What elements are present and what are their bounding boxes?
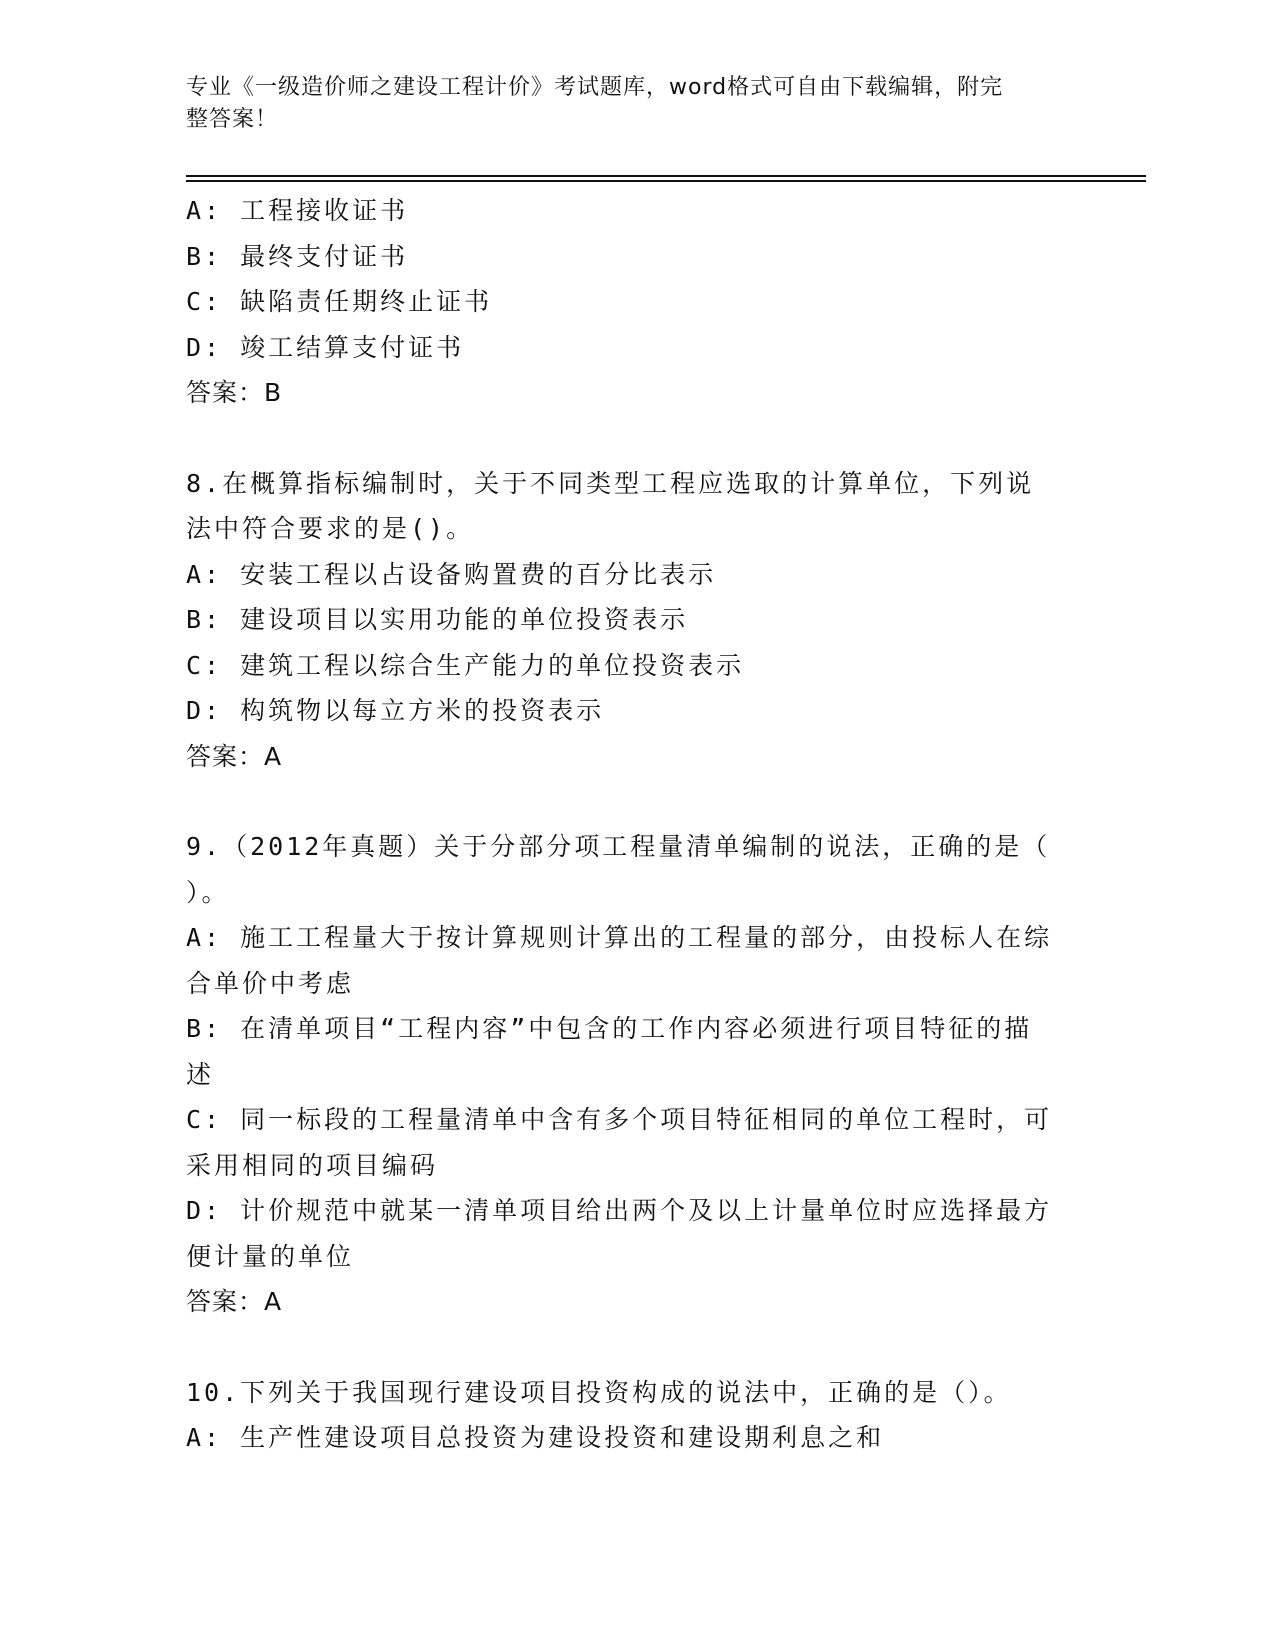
q9-answer: 答案：A	[186, 1287, 283, 1316]
q7-option-d: D: 竣工结算支付证书	[186, 332, 465, 362]
q10-option-a: A: 生产性建设项目总投资为建设投资和建设期利息之和	[186, 1423, 885, 1452]
header-rule-bottom	[186, 180, 1146, 182]
q8-option-a: A: 安装工程以占设备购置费的百分比表示	[186, 559, 717, 589]
q8-option-d: D: 构筑物以每立方米的投资表示	[186, 696, 605, 725]
q7-option-c: C: 缺陷责任期终止证书	[186, 287, 493, 316]
question-10	[186, 1370, 1066, 1461]
q7-option-a: A: 工程接收证书	[186, 196, 409, 225]
question-9	[186, 824, 1066, 1325]
question-list	[186, 188, 1066, 1461]
document-header	[186, 72, 1066, 136]
q9-option-b-line-2: 述	[186, 1059, 215, 1089]
q9-option-c-line-2: 采用相同的项目编码	[186, 1150, 439, 1180]
spacer	[186, 416, 1066, 461]
spacer	[186, 1325, 1066, 1370]
q9-option-a-line-1: A: 施工工程量大于按计算规则计算出的工程量的部分，由投标人在综	[186, 923, 1053, 952]
header-rule-top	[186, 175, 1146, 177]
q9-option-d-line-2: 便计量的单位	[186, 1241, 355, 1271]
q9-option-d-line-1: D: 计价规范中就某一清单项目给出两个及以上计量单位时应选择最方	[186, 1196, 1053, 1225]
q9-option-a-line-2: 合单价中考虑	[186, 968, 355, 998]
q7-answer: 答案：B	[186, 378, 283, 407]
q10-title: 10.下列关于我国现行建设项目投资构成的说法中，正确的是（）。	[186, 1377, 1012, 1407]
q7-option-b: B: 最终支付证书	[186, 241, 409, 271]
q8-option-b: B: 建设项目以实用功能的单位投资表示	[186, 605, 689, 634]
q9-title-line-2: ）。	[186, 877, 230, 907]
header-line-2: 整答案！	[186, 107, 279, 132]
q9-option-c-line-1: C: 同一标段的工程量清单中含有多个项目特征相同的单位工程时，可	[186, 1105, 1053, 1134]
spacer	[186, 779, 1066, 824]
q8-option-c: C: 建筑工程以综合生产能力的单位投资表示	[186, 650, 745, 680]
q9-option-b-line-1: B: 在清单项目“工程内容”中包含的工作内容必须进行项目特征的描	[186, 1014, 1033, 1043]
question-8	[186, 461, 1066, 780]
q9-title-line-1: 9.（2012年真题）关于分部分项工程量清单编制的说法，正确的是（	[186, 832, 1051, 861]
header-line-1: 专业《一级造价师之建设工程计价》考试题库，word格式可自由下载编辑，附完	[186, 75, 1004, 100]
q8-title-line-2: 法中符合要求的是()。	[186, 514, 475, 543]
q8-title-line-1: 8.在概算指标编制时，关于不同类型工程应选取的计算单位，下列说	[186, 468, 1035, 498]
q8-answer: 答案：A	[186, 741, 283, 771]
question-7	[186, 188, 1066, 416]
